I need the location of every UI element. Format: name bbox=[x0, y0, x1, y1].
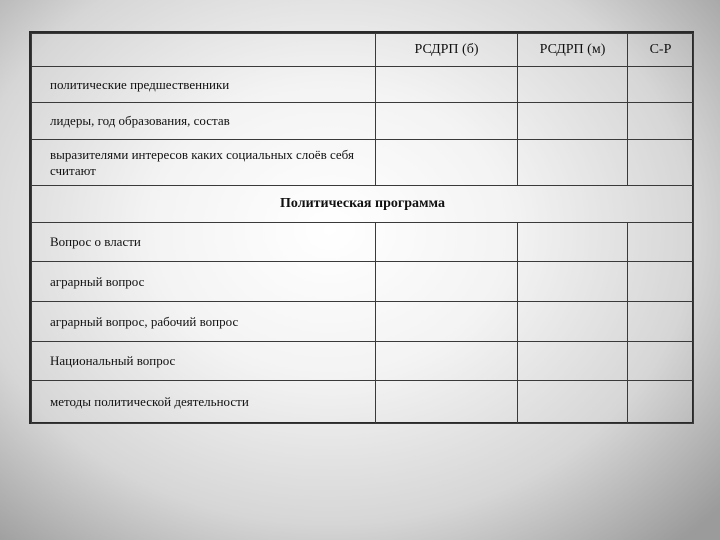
table-cell bbox=[375, 301, 518, 342]
table-cell bbox=[517, 301, 628, 342]
table-cell bbox=[375, 341, 518, 381]
table-cell bbox=[375, 102, 518, 140]
row-label-national: Национальный вопрос bbox=[31, 341, 376, 381]
table-cell bbox=[517, 222, 628, 262]
table-cell bbox=[627, 261, 694, 302]
comparison-table bbox=[29, 31, 694, 424]
table-cell bbox=[375, 222, 518, 262]
header-rsdrp-b: РСДРП (б) bbox=[375, 33, 518, 67]
row-label-social-strata: выразителями интересов каких социальных слоёв себя считают bbox=[31, 139, 376, 186]
header-rsdrp-m: РСДРП (м) bbox=[517, 33, 628, 67]
header-blank-cell bbox=[31, 33, 376, 67]
table-cell bbox=[375, 139, 518, 186]
table-cell bbox=[627, 66, 694, 103]
row-label-leaders: лидеры, год образования, состав bbox=[31, 102, 376, 140]
table-cell bbox=[627, 102, 694, 140]
row-label-methods: методы политической деятельности bbox=[31, 380, 376, 424]
section-title-political-program: Политическая программа bbox=[31, 185, 694, 223]
row-label-agrarian: аграрный вопрос bbox=[31, 261, 376, 302]
table-cell bbox=[517, 102, 628, 140]
table-cell bbox=[517, 380, 628, 424]
table-cell bbox=[627, 380, 694, 424]
table-cell bbox=[375, 66, 518, 103]
table-cell bbox=[627, 301, 694, 342]
table-cell bbox=[627, 341, 694, 381]
header-sr: С-Р bbox=[627, 33, 694, 67]
table-cell bbox=[375, 380, 518, 424]
row-label-predecessors: политические предшественники bbox=[31, 66, 376, 103]
row-label-agrarian-labor: аграрный вопрос, рабочий вопрос bbox=[31, 301, 376, 342]
table-cell bbox=[627, 222, 694, 262]
table-cell bbox=[517, 66, 628, 103]
table-cell bbox=[517, 341, 628, 381]
row-label-power: Вопрос о власти bbox=[31, 222, 376, 262]
table-cell bbox=[375, 261, 518, 302]
table-cell bbox=[517, 261, 628, 302]
table-cell bbox=[627, 139, 694, 186]
table-cell bbox=[517, 139, 628, 186]
